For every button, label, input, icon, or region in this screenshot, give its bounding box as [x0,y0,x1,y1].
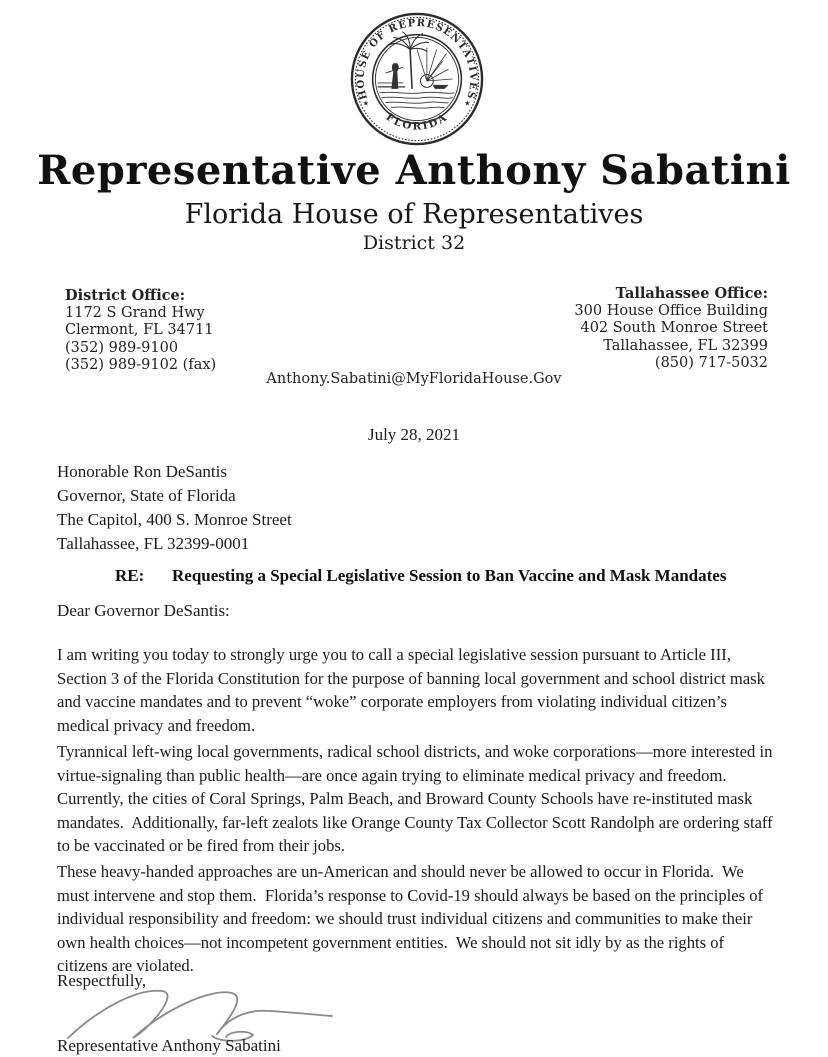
svg-text:FLORIDA: FLORIDA [383,111,451,133]
subject-line [115,566,775,586]
seal-star-left: ★ [362,100,369,108]
tallahassee-office-label: Tallahassee Office: [615,285,768,302]
seal-star-right: ★ [464,100,471,108]
recipient-line: Tallahassee, FL 32399-0001 [57,534,250,553]
tallahassee-office-line: 300 House Office Building [574,302,768,319]
letterhead-name: Representative Anthony Sabatini [37,147,791,194]
tallahassee-office-line: (850) 717-5032 [654,355,768,371]
district-office-line: (352) 989-9100 [65,339,179,356]
seal-graphic [348,10,486,148]
body-paragraph-1: I am writing you today to strongly urge you to call a special legislative session pursuant to Article III, Section 3 of the Florida Constitution for the purpose of banning local government and school district mask and vaccine mandates and to prevent “woke” corporate employers from violating individual citizen’s medical privacy and freedom. [57,645,770,735]
tallahassee-office-block [428,285,768,373]
letterhead-email: Anthony.Sabatini@MyFloridaHouse.Gov [266,371,562,387]
tallahassee-office-line: Tallahassee, FL 32399 [603,337,768,354]
signature-name: Representative Anthony Sabatini [57,1036,281,1055]
date-line: July 28, 2021 [367,425,461,444]
district-office-label: District Office: [65,287,186,304]
district-office-line: Clermont, FL 34711 [65,322,214,338]
body-paragraph-3: These heavy-handed approaches are un-American and should never be allowed to occur in Florida. We must intervene and stop them. Florida’s response to Covid-19 should always be based on the principles of individual responsibility and freedom: we should trust individual citizens and communities to make their own health choices—not incompetent government entities. We should not sit idly by as the rights of citizens are violated. [57,862,768,975]
salutation: Dear Governor DeSantis: [57,601,230,620]
letterhead-organization: Florida House of Representatives [184,199,644,230]
tallahassee-office-line: 402 South Monroe Street [580,320,768,336]
subject-re-label: RE: [115,566,145,585]
svg-text:HOUSE OF REPRESENTATIVES: HOUSE OF REPRESENTATIVES [355,17,479,101]
subject-text: Requesting a Special Legislative Session to Ban Vaccine and Mask Mandates [172,566,727,585]
district-office-line: 1172 S Grand Hwy [65,304,205,321]
recipient-address-block [57,460,557,556]
florida-house-seal [348,10,486,148]
recipient-line: The Capitol, 400 S. Monroe Street [57,510,292,529]
body-paragraph-2: Tyrannical left-wing local governments, radical school districts, and woke corporations—more interested in virtue-signaling than public health—are once again trying to eliminate medical privacy and freedom. Currently, the cities of Coral Springs, Palm Beach, and Broward County Schools have re-instituted mask mandates. Additionally, far-left zealots like Orange County Tax Collector Scott Randolph are ordering staff to be vaccinated or be fired from their jobs. [57,742,777,855]
letterhead-district: District 32 [362,232,466,254]
district-office-block [65,287,365,375]
recipient-line: Honorable Ron DeSantis [57,462,227,481]
recipient-line: Governor, State of Florida [57,486,236,505]
district-office-line: (352) 989-9102 (fax) [65,357,217,373]
valediction: Respectfully, [57,971,147,990]
